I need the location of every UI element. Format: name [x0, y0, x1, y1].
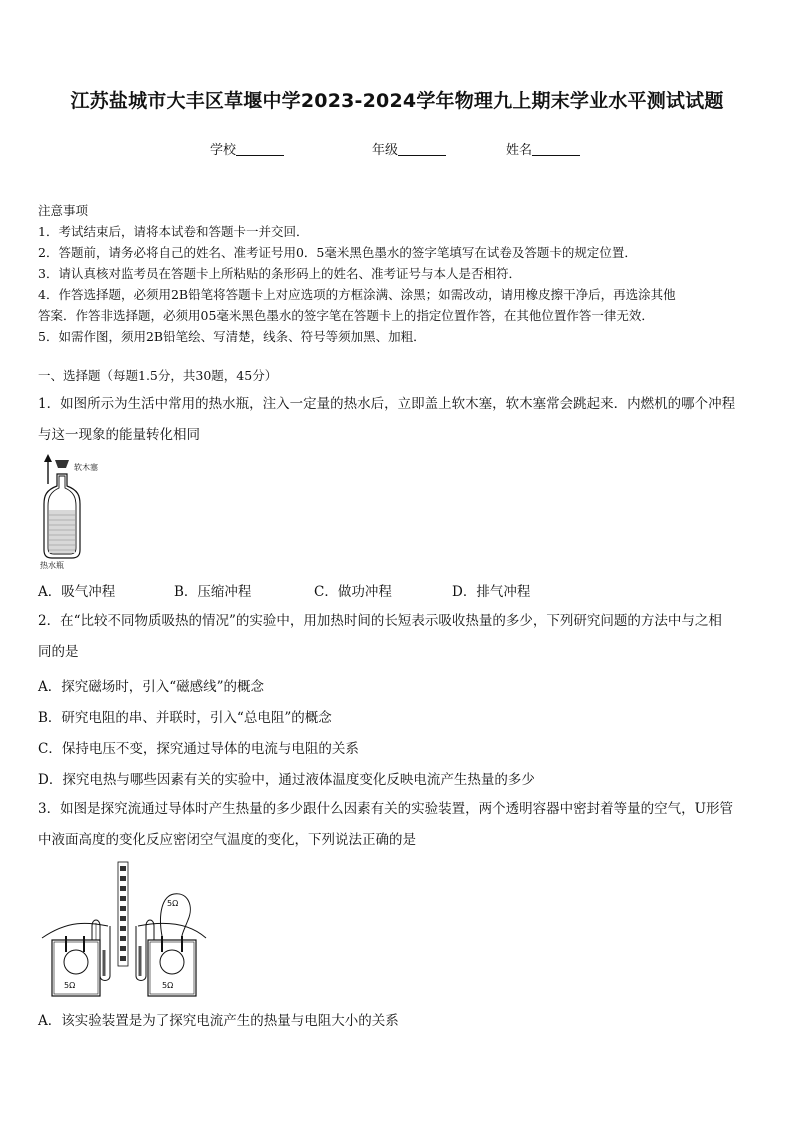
- question-3-line1: 3．如图是探究流通过导体时产生热量的多少跟什么因素有关的实验装置，两个透明容器中密封着等量的空气，U形管: [38, 801, 733, 817]
- question-1-line2: 与这一现象的能量转化相同: [38, 427, 200, 443]
- option-b[interactable]: B．研究电阻的串、并联时，引入“总电阻”的概念: [38, 710, 332, 726]
- question-2-line2: 同的是: [38, 644, 79, 660]
- grade-label: 年级: [372, 143, 399, 158]
- cork-label: 软木塞: [74, 463, 98, 472]
- thermos-figure: [38, 452, 128, 570]
- joule-heating-apparatus-figure: [38, 860, 210, 1000]
- school-field: [210, 139, 284, 158]
- notice-item: 4．作答选择题，必须用2B铅笔将答题卡上对应选项的方框涂满、涂黑；如需改动，请用橡皮擦干净后，再选涂其他: [38, 287, 676, 302]
- name-label: 姓名: [506, 143, 533, 158]
- name-blank: [532, 143, 580, 156]
- name-field: [506, 139, 580, 158]
- grade-field: [372, 139, 446, 158]
- option-d[interactable]: D．探究电热与哪些因素有关的实验中，通过液体温度变化反映电流产生热量的多少: [38, 772, 535, 788]
- notice-item: 1．考试结束后，请将本试卷和答题卡一并交回．: [38, 224, 309, 239]
- resistor-right-label: 5Ω: [162, 981, 174, 990]
- notice-block: [38, 200, 760, 347]
- thermos-label: 热水瓶: [40, 561, 64, 570]
- option-b[interactable]: B．压缩冲程: [174, 584, 252, 600]
- notice-item: 答案．作答非选择题，必须用05毫米黑色墨水的签字笔在答题卡上的指定位置作答，在其他位置作答一律无效．: [38, 308, 654, 323]
- exam-title: 江苏盐城市大丰区草堰中学2023-2024学年物理九上期末学业水平测试试题: [70, 90, 724, 112]
- section-heading: 一、选择题（每题1.5分，共30题，45分）: [38, 368, 278, 383]
- question-3-text: [38, 794, 760, 856]
- question-1-text: [38, 389, 760, 451]
- option-d[interactable]: D．排气冲程: [452, 584, 531, 600]
- question-2-line1: 2．在“比较不同物质吸热的情况”的实验中，用加热时间的长短表示吸收热量的多少，下列研究问题的方法中与之相: [38, 613, 722, 629]
- option-c[interactable]: C．保持电压不变，探究通过导体的电流与电阻的关系: [38, 741, 359, 757]
- option-c[interactable]: C．做功冲程: [314, 584, 392, 600]
- grade-blank: [398, 143, 446, 156]
- school-label: 学校: [210, 143, 237, 158]
- question-1-line1: 1．如图所示为生活中常用的热水瓶，注入一定量的热水后，立即盖上软木塞，软木塞常会跳起来．内燃机的哪个冲程: [38, 396, 736, 412]
- notice-item: 3．请认真核对监考员在答题卡上所粘贴的条形码上的姓名、准考证号与本人是否相符．: [38, 266, 521, 281]
- resistor-top-label: 5Ω: [167, 899, 179, 908]
- resistor-left-label: 5Ω: [64, 981, 76, 990]
- option-a[interactable]: A．探究磁场时，引入“磁感线”的概念: [38, 679, 265, 695]
- question-3-line2: 中液面高度的变化反应密闭空气温度的变化，下列说法正确的是: [38, 832, 416, 848]
- option-a[interactable]: A．吸气冲程: [38, 584, 116, 600]
- notice-heading: 注意事项: [38, 203, 89, 218]
- option-a[interactable]: A．该实验装置是为了探究电流产生的热量与电阻大小的关系: [38, 1013, 399, 1029]
- school-blank: [236, 143, 284, 156]
- question-2-text: [38, 606, 760, 668]
- notice-item: 2．答题前，请务必将自己的姓名、准考证号用0．5毫米黑色墨水的签字笔填写在试卷及答题卡的规定位置．: [38, 245, 637, 260]
- notice-item: 5．如需作图，须用2B铅笔绘、写清楚，线条、符号等须加黑、加粗．: [38, 329, 426, 344]
